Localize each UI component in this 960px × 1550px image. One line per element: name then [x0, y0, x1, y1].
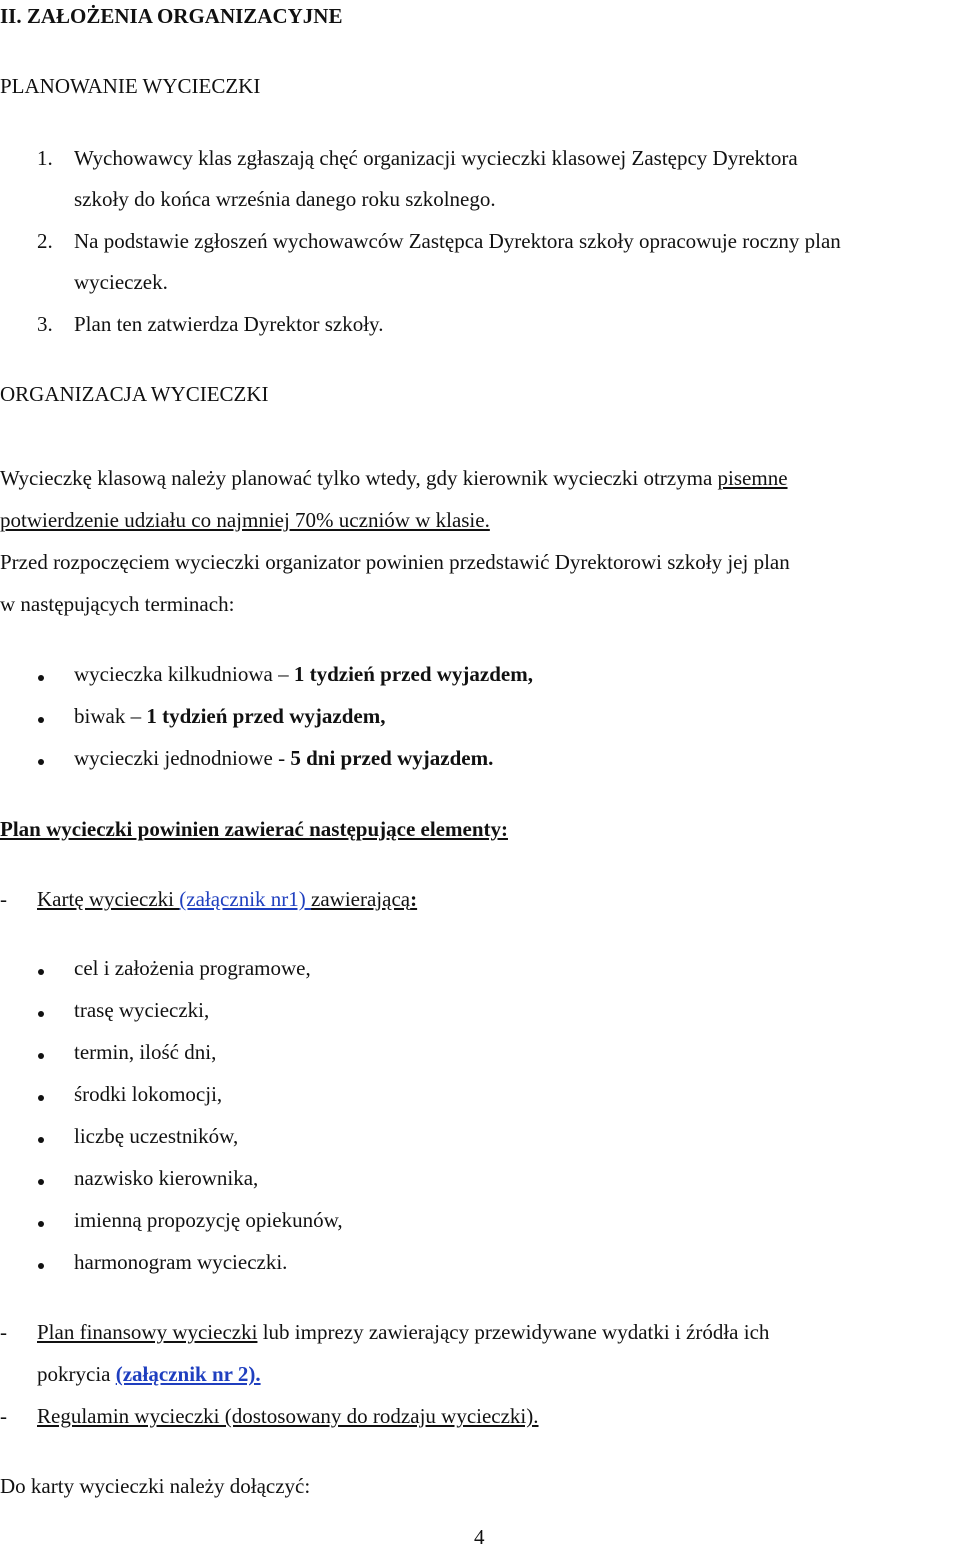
paragraph-terms-line1: Przed rozpoczęciem wycieczki organizator powinien przedstawić Dyrektorowi szkoły jej plan — [0, 550, 790, 574]
card-line — [37, 886, 417, 912]
list-item: liczbę uczestników, — [74, 1124, 239, 1148]
term-label: biwak – — [74, 704, 147, 728]
list-item — [74, 661, 533, 687]
list-number: 3. — [37, 312, 53, 336]
list-item: imienną propozycję opiekunów, — [74, 1208, 343, 1232]
term-label: wycieczki jednodniowe - — [74, 746, 291, 770]
bullet-icon — [38, 1179, 44, 1185]
page-number: 4 — [474, 1525, 485, 1549]
bullet-icon — [38, 1137, 44, 1143]
bullet-icon — [38, 1053, 44, 1059]
bullet-icon — [38, 675, 44, 681]
paragraph-attendance-line1 — [0, 465, 788, 491]
bullet-icon — [38, 717, 44, 723]
list-number: 1. — [37, 146, 53, 170]
paragraph-attendance-line2: potwierdzenie udziału co najmniej 70% uczniów w klasie. — [0, 508, 490, 532]
bullet-icon — [38, 759, 44, 765]
term-time: 1 tydzień przed wyjazdem, — [293, 662, 533, 686]
term-time: 5 dni przed wyjazdem. — [290, 746, 494, 770]
closing-text: Do karty wycieczki należy dołączyć: — [0, 1474, 311, 1498]
finance-line1 — [37, 1319, 769, 1345]
finance-dash: - — [0, 1320, 7, 1344]
regulation-text: Regulamin wycieczki (dostosowany do rodzaju wycieczki). — [37, 1404, 539, 1428]
document-heading: II. ZAŁOŻENIA ORGANIZACYJNE — [0, 4, 343, 28]
plan-heading: Plan wycieczki powinien zawierać następujące elementy: — [0, 817, 508, 841]
list-item-text: szkoły do końca września danego roku szkolnego. — [74, 187, 496, 211]
list-item-text: Plan ten zatwierdza Dyrektor szkoły. — [74, 312, 384, 336]
list-number: 2. — [37, 229, 53, 253]
attachment-1-link[interactable]: (załącznik nr1) — [179, 887, 312, 911]
list-item: trasę wycieczki, — [74, 998, 210, 1022]
bullet-icon — [38, 1011, 44, 1017]
bullet-icon — [38, 1095, 44, 1101]
card-dash: - — [0, 887, 7, 911]
list-item-text: Na podstawie zgłoszeń wychowawców Zastępca Dyrektora szkoły opracowuje roczny plan — [74, 229, 841, 253]
finance-rest: lub imprezy zawierający przewidywane wydatki i źródła ich — [257, 1320, 770, 1344]
term-time: 1 tydzień przed wyjazdem, — [146, 704, 386, 728]
list-item: harmonogram wycieczki. — [74, 1250, 288, 1274]
bullet-icon — [38, 1263, 44, 1269]
list-item: nazwisko kierownika, — [74, 1166, 259, 1190]
card-colon: : — [410, 887, 418, 911]
regulation-dash: - — [0, 1404, 7, 1428]
list-item — [74, 745, 493, 771]
attachment-2-link[interactable]: (załącznik nr 2). — [115, 1362, 261, 1386]
finance-line2-text: pokrycia — [37, 1362, 116, 1386]
finance-underlined: Plan finansowy wycieczki — [37, 1320, 258, 1344]
list-item-text: wycieczek. — [74, 270, 168, 294]
section-title-planning: PLANOWANIE WYCIECZKI — [0, 74, 261, 98]
list-item — [74, 703, 385, 729]
list-item: środki lokomocji, — [74, 1082, 223, 1106]
list-item: termin, ilość dni, — [74, 1040, 217, 1064]
paragraph-text: Wycieczkę klasową należy planować tylko wtedy, gdy kierownik wycieczki otrzyma — [0, 466, 718, 490]
card-text: Kartę wycieczki — [37, 887, 180, 911]
list-item-text: Wychowawcy klas zgłaszają chęć organizacji wycieczki klasowej Zastępcy Dyrektora — [74, 146, 798, 170]
section-title-organization: ORGANIZACJA WYCIECZKI — [0, 382, 269, 406]
bullet-icon — [38, 1221, 44, 1227]
list-item: cel i założenia programowe, — [74, 956, 311, 980]
paragraph-terms-line2: w następujących terminach: — [0, 592, 235, 616]
card-tail: zawierającą — [311, 887, 411, 911]
underlined-text: pisemne — [717, 466, 788, 490]
finance-line2 — [37, 1361, 261, 1387]
bullet-icon — [38, 969, 44, 975]
term-label: wycieczka kilkudniowa – — [74, 662, 294, 686]
